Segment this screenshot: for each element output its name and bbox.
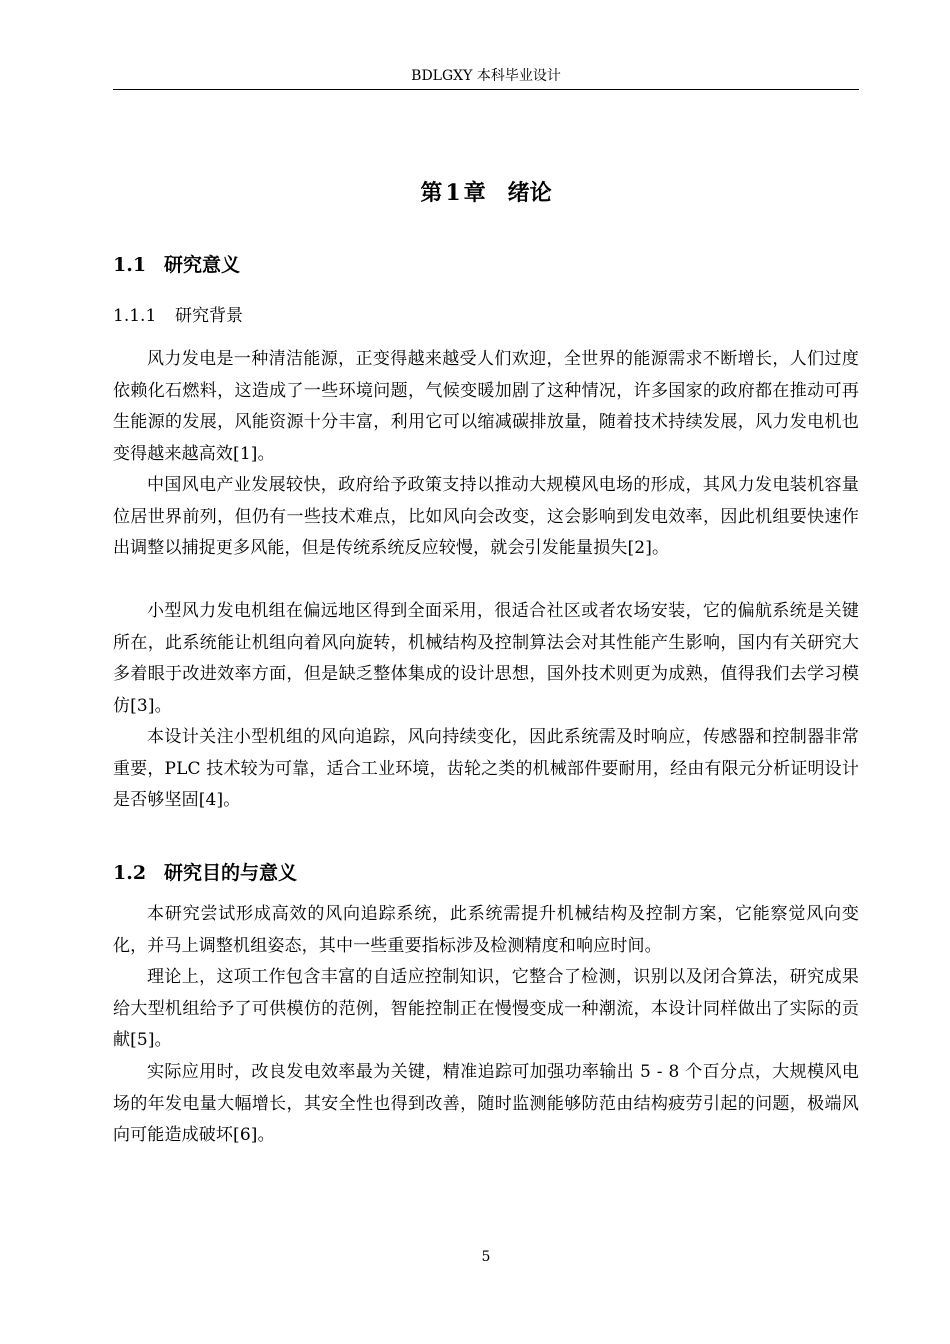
chapter-prefix: 第 [420,181,443,206]
paragraph: 实际应用时，改良发电效率最为关键，精准追踪可加强功率输出 5 - 8 个百分点，大规模风电场的年发电量大幅增长，其安全性也得到改善，随时监测能够防范由结构疲劳引起的问题，极端风向可能造成破坏[6]。 [113,1062,859,1145]
section-title: 研究意义 [164,254,241,276]
paragraph: 小型风力发电机组在偏远地区得到全面采用，很适合社区或者农场安装，它的偏航系统是关键所在，此系统能让机组向着风向旋转，机械结构及控制算法会对其性能产生影响，国内有关研究大多着眼于改进效率方面，但是缺乏整体集成的设计思想，国外技术则更为成熟，值得我们去学习模仿[3]。 [113,601,859,716]
section-title: 研究目的与意义 [164,862,298,884]
paragraph: 风力发电是一种清洁能源，正变得越来越受人们欢迎，全世界的能源需求不断增长，人们过度依赖化石燃料，这造成了一些环境问题，气候变暖加剧了这种情况，许多国家的政府都在推动可再生能源的发展，风能资源十分丰富，利用它可以缩减碳排放量，随着技术持续发展，风力发电机也变得越来越高效[1]。 [113,349,859,464]
section-heading-1-1 [113,251,859,279]
running-header: BDLGXY 本科毕业设计 [411,68,561,84]
chapter-title [113,177,859,210]
subsection-number: 1.1.1 [113,306,157,326]
section-heading-1-2 [113,859,859,887]
chapter-name: 绪论 [507,181,552,206]
section-number: 1.2 [113,862,147,884]
subsection-heading-1-1-1 [113,303,859,329]
paragraph: 中国风电产业发展较快，政府给予政策支持以推动大规模风电场的形成，其风力发电装机容量位居世界前列，但仍有一些技术难点，比如风向会改变，这会影响到发电效率，因此机组要快速作出调整以捕捉更多风能，但是传统系统反应较慢，就会引发能量损失[2]。 [113,475,859,558]
chapter-number: 1 [445,180,461,206]
section-number: 1.1 [113,254,147,276]
paragraph: 本设计关注小型机组的风向追踪，风向持续变化，因此系统需及时响应，传感器和控制器非常重要，PLC 技术较为可靠，适合工业环境，齿轮之类的机械部件要耐用，经由有限元分析证明设计是否够坚固[4]。 [113,727,859,810]
page-number: 5 [481,1249,491,1265]
chapter-suffix: 章 [463,181,486,206]
paragraph: 理论上，这项工作包含丰富的自适应控制知识，它整合了检测，识别以及闭合算法，研究成果给大型机组给予了可供模仿的范例，智能控制正在慢慢变成一种潮流，本设计同样做出了实际的贡献[5]。 [113,967,859,1050]
subsection-title: 研究背景 [175,306,243,326]
header-rule [113,89,859,90]
paragraph: 本研究尝试形成高效的风向追踪系统，此系统需提升机械结构及控制方案，它能察觉风向变化，并马上调整机组姿态，其中一些重要指标涉及检测精度和响应时间。 [113,904,859,956]
